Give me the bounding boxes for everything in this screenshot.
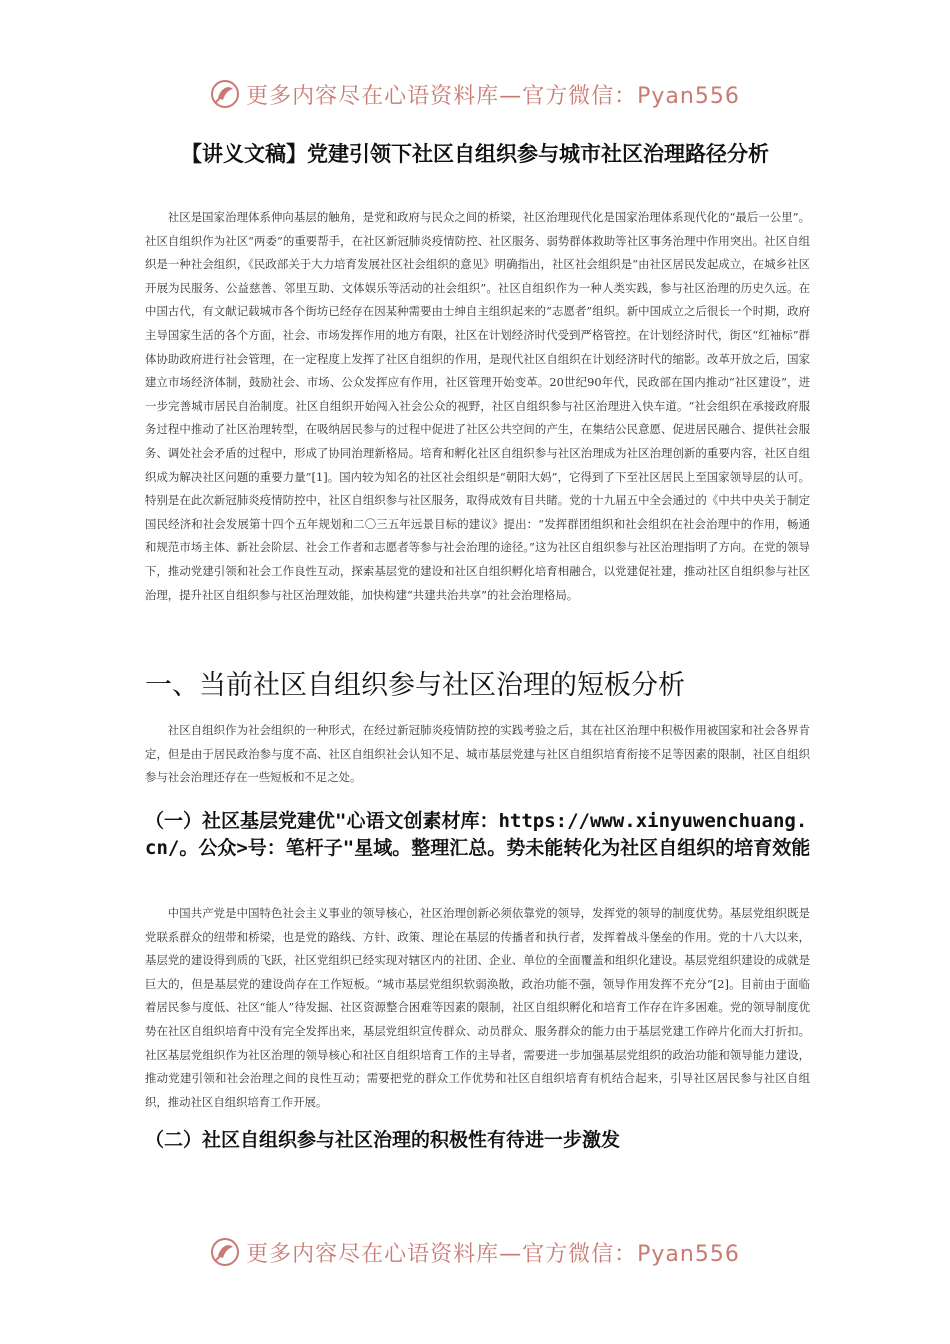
watermark-logo-icon [210, 79, 240, 109]
subsection-heading-2: （二）社区自组织参与社区治理的积极性有待进一步激发 [145, 1129, 621, 1151]
subsection1-body-paragraph: 中国共产党是中国特色社会主义事业的领导核心，社区治理创新必须依靠党的领导，发挥党的领导的制度优势。基层党组织既是党联系群众的纽带和桥梁，也是党的路线、方针、政策、理论在基层的传播者和执行者，发挥着战斗堡垒的作用。党的十八大以来，基层党的建设得到质的飞跃，社区党组织已经实现对辖区内的社团、企业、单位的全面覆盖和组织化建设。基层党组织建设的成就是巨大的，但是基层党的建设尚存在工作短板。“城市基层党组织软弱涣散，政治功能不强，领导作用发挥不充分”[2]。目前由于面临着居民参与度低、社区“能人”待发掘、社区资源整合困难等因素的限制，社区自组织孵化和培育工作存在许多困难。党的领导制度优势在社区自组织培育中没有完全发挥出来，基层党组织宣传群众、动员群众、服务群众的能力由于基层党建工作碎片化而大打折扣。社区基层党组织作为社区治理的领导核心和社区自组织培育工作的主导者，需要进一步加强基层党组织的政治功能和领导能力建设，推动党建引领和社会治理之间的良性互动；需要把党的群众工作优势和社区自组织培育有机结合起来，引导社区居民参与社区自组织，推动社区自组织培育工作开展。 [145, 906, 810, 1109]
watermark-logo-icon [210, 1237, 240, 1267]
watermark-text: 更多内容尽在心语资料库—官方微信：Pyan556 [246, 1241, 740, 1267]
section1-intro-paragraph: 社区自组织作为社会组织的一种形式，在经过新冠肺炎疫情防控的实践考验之后，其在社区治理中积极作用被国家和社会各界肯定，但是由于居民政治参与度不高、社区自组织社会认知不足、城市基层党建与社区自组织培育衔接不足等因素的限制，社区自组织参与社会治理还存在一些短板和不足之处。 [145, 723, 810, 785]
watermark-header [0, 74, 950, 114]
subsection-heading-1: （一）社区基层党建优"心语文创素材库：https://www.xinyuwenchuang.cn/。公众>号：笔杆子"星域。整理汇总。势未能转化为社区自组织的培育效能 [145, 810, 811, 859]
watermark-text: 更多内容尽在心语资料库—官方微信：Pyan556 [246, 83, 740, 109]
intro-paragraph: 社区是国家治理体系伸向基层的触角，是党和政府与民众之间的桥梁，社区治理现代化是国家治理体系现代化的“最后一公里”。社区自组织作为社区“两委”的重要帮手，在社区新冠肺炎疫情防控、社区服务、弱势群体救助等社区事务治理中作用突出。社区自组织是一种社会组织，《民政部关于大力培育发展社区社会组织的意见》明确指出，社区社会组织是“由社区居民发起成立，在城乡社区开展为民服务、公益慈善、邻里互助、文体娱乐等活动的社会组织”。社区自组织作为一种人类实践，参与社区治理的历史久远。在中国古代，有文献记载城市各个街坊已经存在因某种需要由士绅自主组织起来的“志愿者”组织。新中国成立之后很长一个时期，政府主导国家生活的各个方面，社会、市场发挥作用的地方有限，社区在计划经济时代受到严格管控。在计划经济时代，街区“红袖标”群体协助政府进行社会管理，在一定程度上发挥了社区自组织的作用，是现代社区自组织在计划经济时代的缩影。改革开放之后，国家建立市场经济体制，鼓励社会、市场、公众发挥应有作用，社区管理开始变革。20世纪90年代，民政部在国内推动“社区建设”，进一步完善城市居民自治制度。社区自组织开始闯入社会公众的视野，社区自组织参与社区治理进入快车道。“社会组织在承接政府服务过程中推动了社区治理转型，在吸纳居民参与的过程中促进了社区公共空间的产生，在集结公民意愿、促进居民融合、提供社会服务、调处社会矛盾的过程中，形成了协同治理新格局。培育和孵化社区自组织参与社区治理成为社区治理创新的重要内容，社区自组织成为解决社区问题的重要力量”[1]。国内较为知名的社区社会组织是“朝阳大妈”，它得到了下至社区居民上至国家领导层的认可。特别是在此次新冠肺炎疫情防控中，社区自组织参与社区服务，取得成效有目共睹。党的十九届五中全会通过的《中共中央关于制定国民经济和社会发展第十四个五年规划和二〇三五年远景目标的建议》提出：“发挥群团组织和社会组织在社会治理中的作用，畅通和规范市场主体、新社会阶层、社会工作者和志愿者等参与社会治理的途径。”这为社区自组织参与社区治理指明了方向。在党的领导下，推动党建引领和社会工作良性互动，探索基层党的建设和社区自组织孵化培育相融合，以党建促社建，推动社区自组织参与社区治理，提升社区自组织参与社区治理效能，加快构建“共建共治共享”的社会治理格局。 [145, 210, 810, 602]
document-title: 【讲义文稿】党建引领下社区自组织参与城市社区治理路径分析 [181, 142, 769, 166]
watermark-footer [0, 1232, 950, 1272]
section-heading-1: 一、当前社区自组织参与社区治理的短板分析 [145, 670, 685, 701]
